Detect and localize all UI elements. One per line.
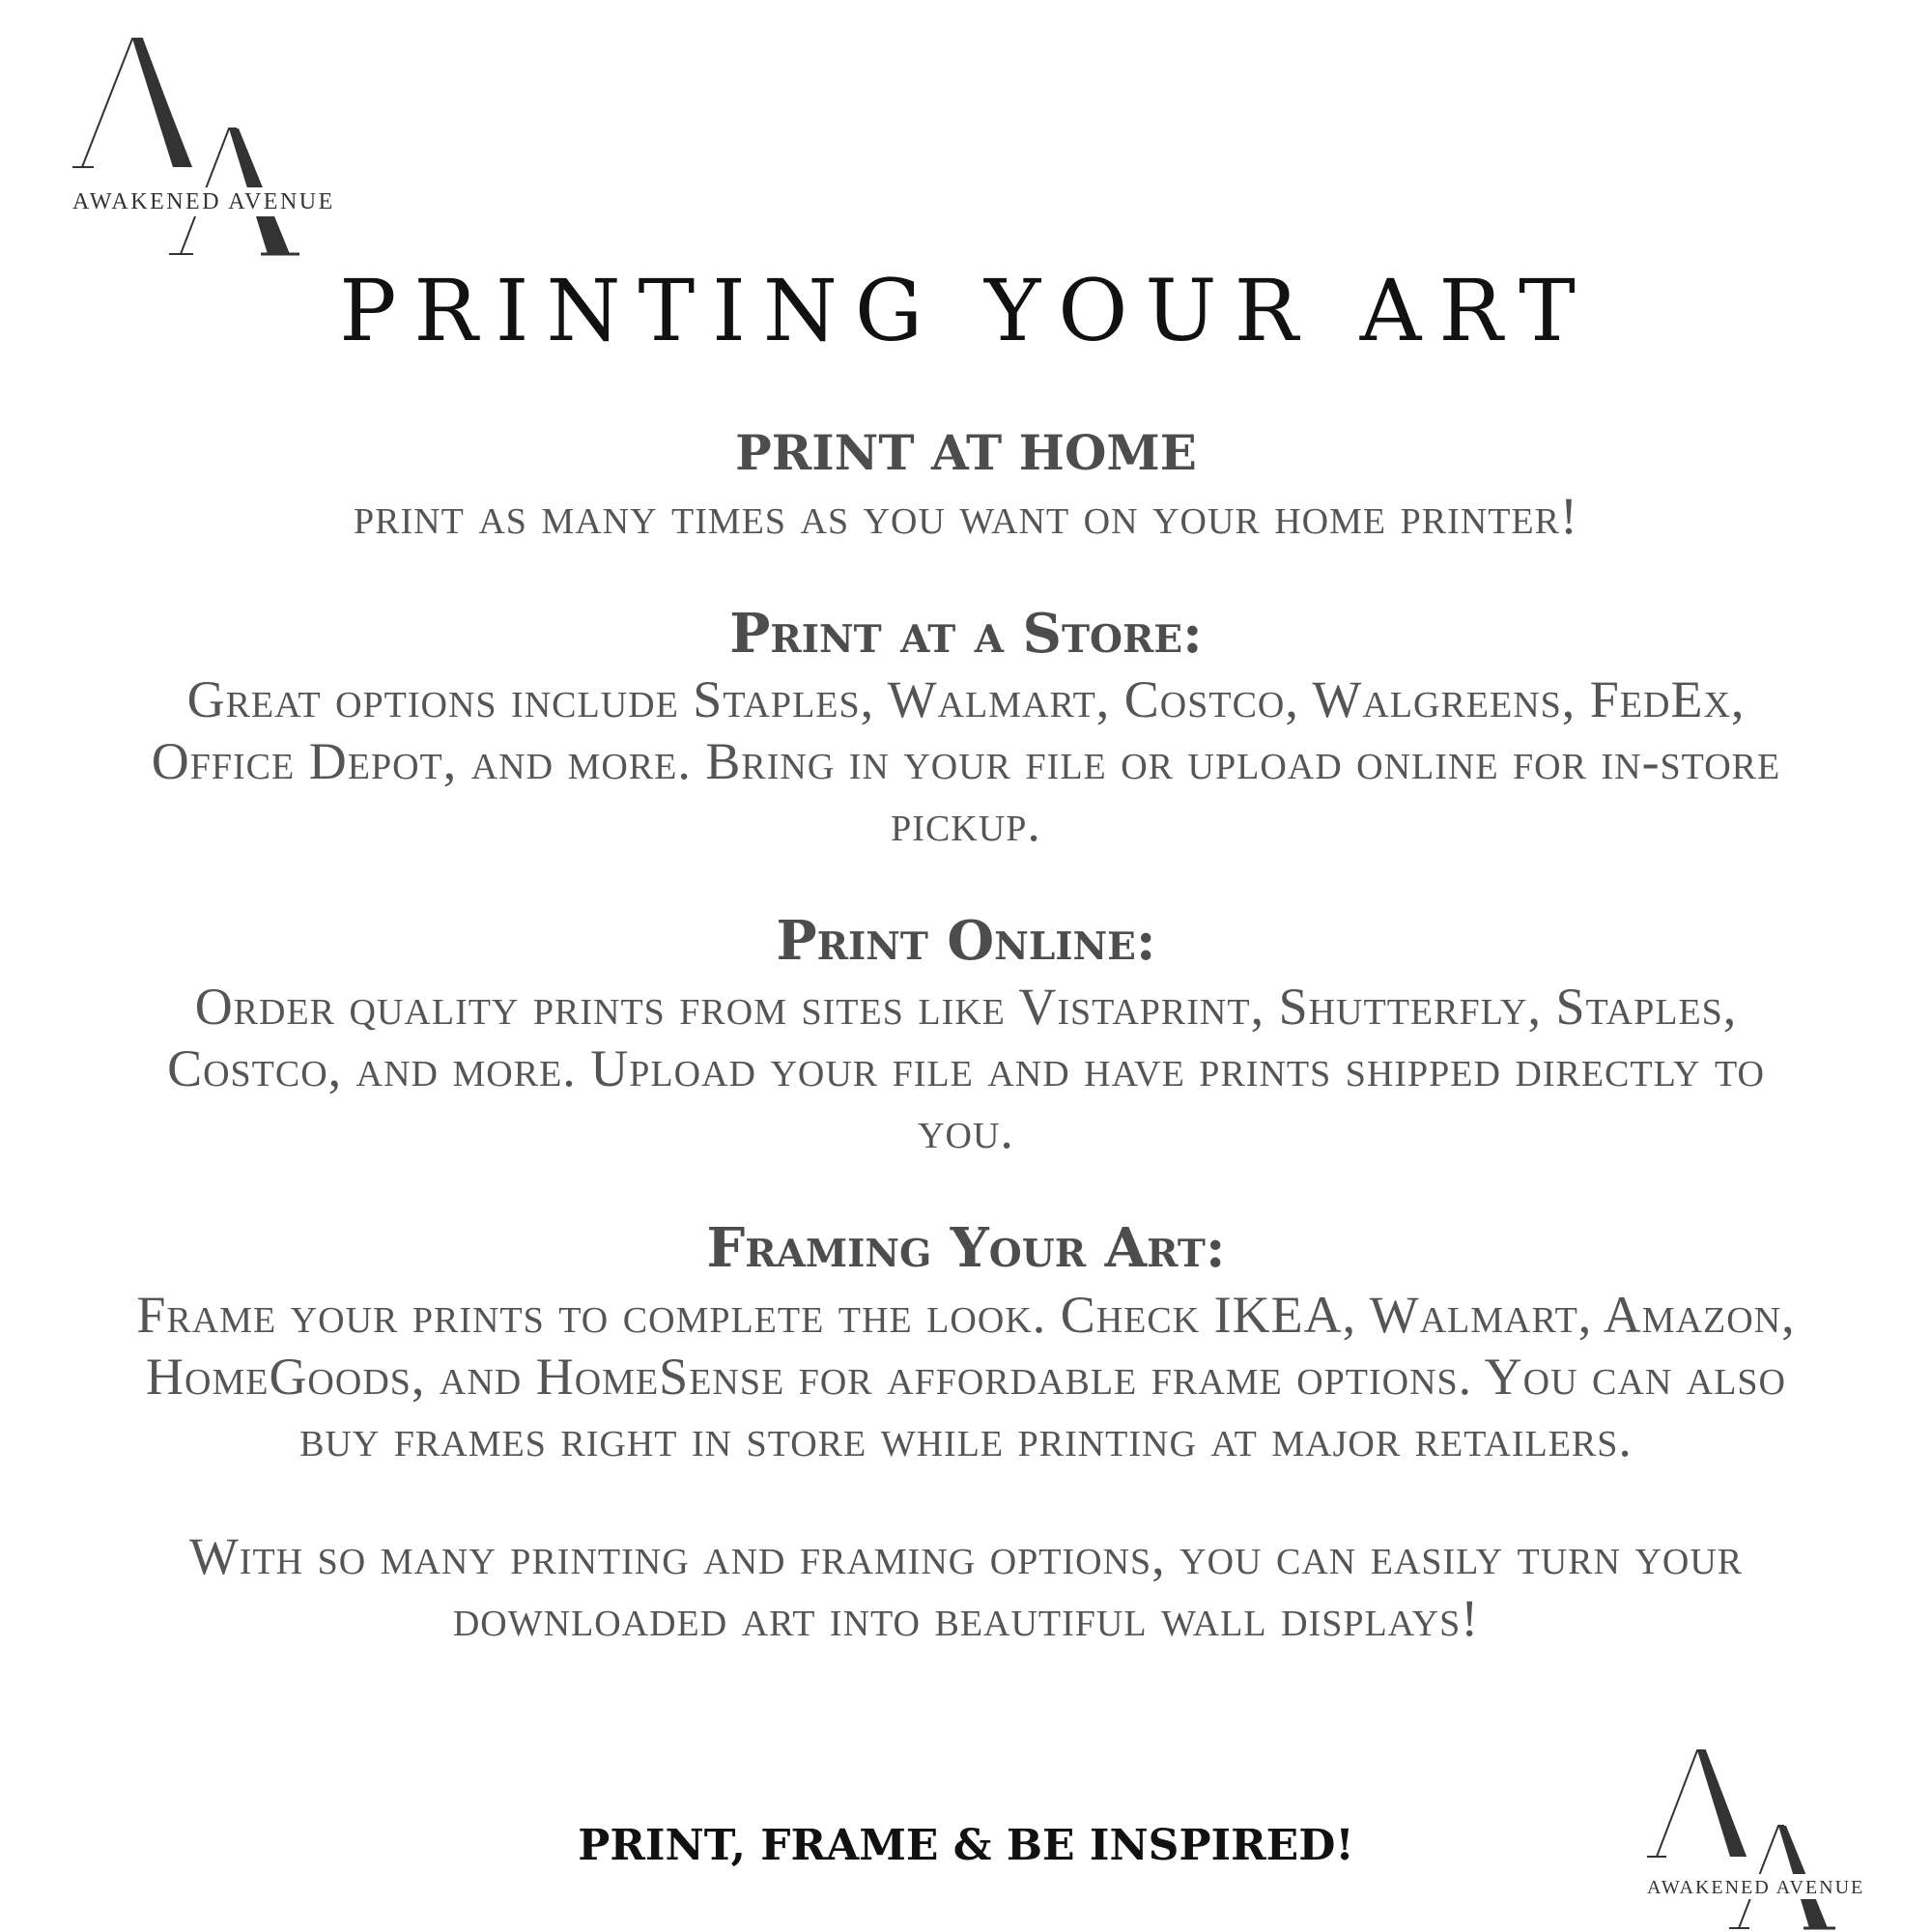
section-heading: Print at a Store: (729, 601, 1203, 666)
section-heading: PRINT AT HOME (735, 424, 1197, 481)
brand-logo-top (72, 37, 372, 259)
brand-name-bottom: AWAKENED AVENUE (1647, 1877, 1865, 1898)
closing-text: With so many printing and framing options, you can easily turn your downloaded art into beautiful wall displays! (188, 1526, 1744, 1647)
monogram-logo-icon (72, 37, 372, 259)
section-heading: Print Online: (776, 908, 1156, 973)
page-title: PRINTING YOUR ART (339, 261, 1593, 360)
section-framing (77, 1217, 1855, 1468)
section-body: Frame your prints to complete the look. Check IKEA, Walmart, Amazon, HomeGoods, and HomeSense for affordable frame options. You can also buy frames right in store while printing at major retailers. (136, 1285, 1796, 1467)
content (77, 425, 1855, 1649)
section-body: Order quality prints from sites like Vistaprint, Shutterfly, Staples, Costco, and more. Upload your file and have prints shipped directly to you. (167, 978, 1765, 1160)
tagline: PRINT, FRAME & BE INSPIRED! (578, 1821, 1354, 1870)
section-print-at-store (77, 603, 1855, 854)
section-body: print as many times as you want on your home printer! (354, 486, 1578, 545)
closing-paragraph (77, 1525, 1855, 1649)
section-print-at-home (77, 425, 1855, 547)
section-print-online (77, 910, 1855, 1161)
section-body: Great options include Staples, Walmart, Costco, Walgreens, FedEx, Office Depot, and more. Bring in your file or upload online for in-store pickup. (151, 669, 1781, 852)
section-heading: Framing Your Art: (706, 1216, 1226, 1281)
brand-logo-bottom (1647, 1748, 1893, 1932)
brand-name-top: AWAKENED AVENUE (72, 189, 335, 214)
monogram-logo-icon (1647, 1748, 1893, 1932)
